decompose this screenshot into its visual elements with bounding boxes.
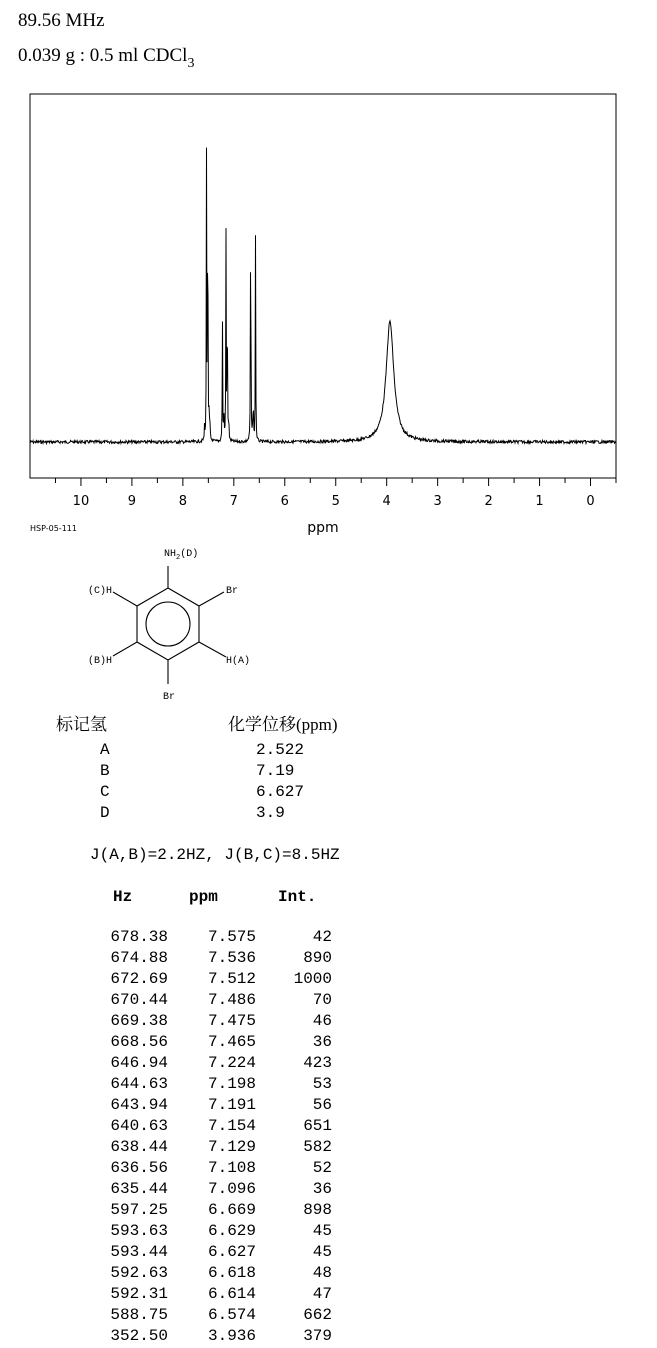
assignment-header-shift: 化学位移(ppm) [228,715,338,734]
assignment-label: C [100,783,110,801]
x-tick-label: 2 [484,494,493,509]
peak-hz: 593.63 [110,1222,168,1240]
peak-hz: 597.25 [110,1201,168,1219]
peak-hz: 644.63 [110,1075,168,1093]
bond-h-b [113,642,137,656]
spectrum-id: HSP-05-111 [30,524,77,533]
peak-ppm: 7.108 [207,1159,256,1177]
peak-ppm: 6.614 [207,1285,256,1303]
peak-row [0,1285,400,1306]
peak-row [0,1327,400,1348]
peak-intensity: 651 [303,1117,332,1135]
peak-intensity: 890 [303,949,332,967]
peak-hz: 593.44 [110,1243,168,1261]
molecule-structure [60,540,300,710]
peak-ppm: 7.575 [207,928,256,946]
bond-h-c [113,592,137,606]
peak-ppm: 7.096 [207,1180,256,1198]
peak-row [0,970,400,991]
peak-intensity: 47 [312,1285,332,1303]
x-tick-label: 0 [586,494,595,509]
peak-hz: 352.50 [110,1327,168,1345]
peak-hz: 635.44 [110,1180,168,1198]
peak-table-header-int: Int. [278,888,317,906]
peak-ppm: 7.191 [207,1096,256,1114]
assignment-label: B [100,762,110,780]
x-axis-tick-labels [73,494,595,509]
peak-intensity: 45 [312,1243,332,1261]
peak-row [0,1222,400,1243]
peak-intensity: 36 [312,1180,332,1198]
x-tick-label: 5 [331,494,340,509]
peak-row [0,991,400,1012]
peak-ppm: 6.669 [207,1201,256,1219]
peak-hz: 640.63 [110,1117,168,1135]
peak-ppm: 7.486 [207,991,256,1009]
peak-hz: 643.94 [110,1096,168,1114]
peak-row [0,1117,400,1138]
peak-ppm: 3.936 [207,1327,256,1345]
peak-row [0,1138,400,1159]
peak-hz: 670.44 [110,991,168,1009]
peak-table [0,928,400,1348]
peak-intensity: 42 [312,928,332,946]
peak-row [0,1264,400,1285]
peak-hz: 646.94 [110,1054,168,1072]
nh2-label: $NH_2(D)$ [164,549,199,562]
x-tick-label: 6 [280,494,289,509]
sample-main: 0.039 g : 0.5 ml CDCl [18,45,188,66]
peak-intensity: 423 [303,1054,332,1072]
peak-row [0,1033,400,1054]
assignment-row [0,783,400,804]
x-tick-label: 10 [72,494,90,509]
peak-row [0,1243,400,1264]
sample-subscript: 3 [187,56,195,71]
peak-row [0,1306,400,1327]
peak-ppm: 7.475 [207,1012,256,1030]
peak-ppm: 7.465 [207,1033,256,1051]
peak-row [0,1201,400,1222]
peak-row [0,1159,400,1180]
peak-ppm: 7.512 [207,970,256,988]
peak-row [0,1012,400,1033]
assignment-header-label: 标记氢 [56,715,107,734]
peak-ppm: 6.627 [207,1243,256,1261]
peak-hz: 638.44 [110,1138,168,1156]
x-tick-label: 3 [433,494,442,509]
aromatic-circle [146,602,190,646]
peak-intensity: 46 [312,1012,332,1030]
peak-intensity: 53 [312,1075,332,1093]
peak-hz: 678.38 [110,928,168,946]
coupling-constants: J(A,B)=2.2HZ, J(B,C)=8.5HZ [90,846,340,864]
peak-ppm: 7.129 [207,1138,256,1156]
peak-row [0,1180,400,1201]
peak-intensity: 56 [312,1096,332,1114]
peak-intensity: 52 [312,1159,332,1177]
br-bottom-label: Br [163,692,176,703]
peak-row [0,1096,400,1117]
assignment-label: D [100,804,110,822]
x-tick-label: 9 [127,494,137,509]
peak-ppm: 7.536 [207,949,256,967]
peak-ppm: 7.154 [207,1117,256,1135]
x-axis-label: ppm [307,520,339,536]
spectrum-trace [30,148,616,444]
peak-intensity: 48 [312,1264,332,1282]
peak-row [0,949,400,970]
h-a-label: H(A) [226,656,251,667]
assignment-shift: 7.19 [256,762,295,780]
peak-hz: 592.63 [110,1264,168,1282]
plot-frame [30,94,616,478]
peak-hz: 674.88 [110,949,168,967]
assignment-shift: 2.522 [256,741,305,759]
peak-ppm: 6.574 [207,1306,256,1324]
h-b-label: (B)H [87,656,112,667]
peak-hz: 592.31 [110,1285,168,1303]
peak-ppm: 6.618 [207,1264,256,1282]
peak-hz: 636.56 [110,1159,168,1177]
spectrometer-frequency: 89.56 MHz [18,10,105,31]
assignment-label: A [100,741,110,759]
peak-hz: 588.75 [110,1306,168,1324]
assignment-shift: 6.627 [256,783,305,801]
br-top-label: Br [226,586,239,597]
peak-intensity: 582 [303,1138,332,1156]
peak-row [0,1075,400,1096]
peak-intensity: 70 [312,991,332,1009]
peak-ppm: 7.224 [207,1054,256,1072]
assignment-row [0,804,400,825]
peak-intensity: 379 [303,1327,332,1345]
x-tick-label: 4 [382,494,391,509]
peak-ppm: 7.198 [207,1075,256,1093]
assignment-row [0,741,400,762]
peak-ppm: 6.629 [207,1222,256,1240]
peak-intensity: 662 [303,1306,332,1324]
bond-br-top [199,592,224,606]
bond-h-a [199,642,226,657]
assignment-shift: 3.9 [256,804,285,822]
peak-hz: 672.69 [110,970,168,988]
peak-intensity: 898 [303,1201,332,1219]
peak-hz: 668.56 [110,1033,168,1051]
x-axis-ticks [55,478,616,486]
peak-intensity: 45 [312,1222,332,1240]
h-c-label: (C)H [87,586,112,597]
nmr-spectrum-chart [0,0,657,545]
peak-table-header-hz: Hz [113,888,133,906]
peak-row [0,928,400,949]
peak-hz: 669.38 [110,1012,168,1030]
peak-table-header-ppm: ppm [189,888,218,906]
peak-row [0,1054,400,1075]
x-tick-label: 1 [535,494,544,509]
x-tick-label: 8 [178,494,188,509]
x-tick-label: 7 [229,494,238,509]
assignment-row [0,762,400,783]
peak-intensity: 1000 [293,970,332,988]
peak-intensity: 36 [312,1033,332,1051]
